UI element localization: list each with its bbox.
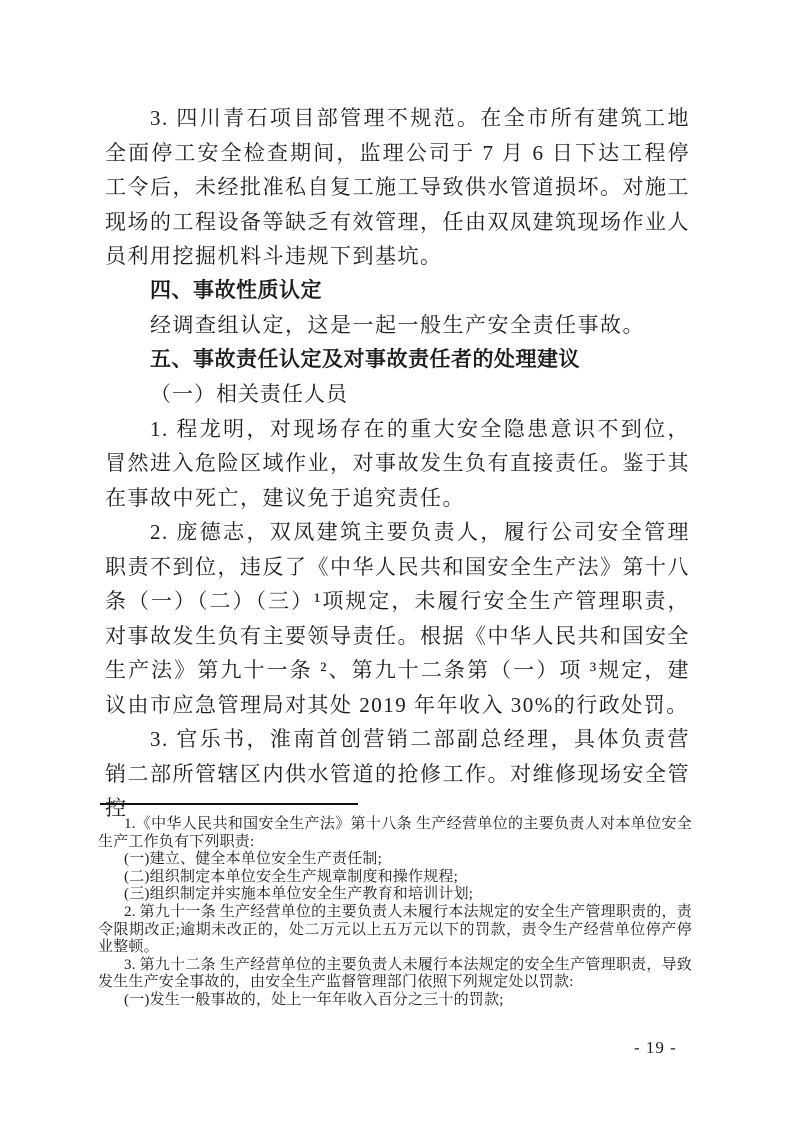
body-paragraph: （一）相关责任人员	[150, 382, 348, 406]
footnote-separator-rule	[100, 803, 358, 805]
body-paragraph: 经调查组认定，这是一起一般生产安全责任事故。	[150, 313, 645, 337]
footnote-line: 2. 第九十一条 生产经营单位的主要负责人未履行本法规定的安全生产管理职责的，责令限期改正;逾期未改正的，处二万元以上五万元以下的罚款，责令生产经营单位停产停业整顿。	[98, 903, 692, 956]
body-paragraph: 1. 程龙明，对现场存在的重大安全隐患意识不到位，冒然进入危险区域作业，对事故发生负有直接责任。鉴于其在事故中死亡，建议免于追究责任。	[105, 416, 690, 510]
footnote-line: (一)建立、健全本单位安全生产责任制;	[124, 851, 382, 868]
page-number: - 19 -	[634, 1038, 677, 1057]
footnote-line: 1.《中华人民共和国安全生产法》第十八条 生产经营单位的主要负责人对本单位安全生产工作负有下列职责:	[98, 816, 692, 850]
body-paragraph: 3. 官乐书，淮南首创营销二部副总经理，具体负责营销二部所管辖区内供水管道的抢修工作。对维修现场安全管控	[105, 727, 690, 820]
footnote-line: (二)组织制定本单位安全生产规章制度和操作规程;	[124, 868, 458, 885]
body-paragraph: 3. 四川青石项目部管理不规范。在全市所有建筑工地全面停工安全检查期间，监理公司于 7 月 6 日下达工程停工令后，未经批准私自复工施工导致供水管道损坏。对施工现场的工程设备等缺乏有效管理，任由双凤建筑现场作业人员利用挖掘机料斗违规下到基坑。	[105, 106, 690, 268]
footnotes-block	[98, 816, 692, 1010]
body-paragraph: 五、事故责任认定及对事故责任者的处理建议	[150, 347, 580, 371]
footnote-line: 3. 第九十二条 生产经营单位的主要负责人未履行本法规定的安全生产管理职责，导致发生生产安全事故的，由安全生产监督管理部门依照下列规定处以罚款:	[98, 956, 692, 991]
footnote-line: (三)组织制定并实施本单位安全生产教育和培训计划;	[124, 886, 474, 903]
body-paragraph: 2. 庞德志，双凤建筑主要负责人，履行公司安全管理职责不到位，违反了《中华人民共和国安全生产法》第十八条（一）（二）（三）¹项规定，未履行安全生产管理职责，对事故发生负有主要领导责任。根据《中华人民共和国安全生产法》第九十一条 ²、第九十二条第（一）项 ³规定，建议由市应急管理局对其处 2019 年年收入 30%的行政处罚。	[105, 520, 690, 717]
document-body	[105, 101, 690, 826]
footnote-line: (一)发生一般事故的，处上一年年收入百分之三十的罚款;	[124, 991, 504, 1008]
body-paragraph: 四、事故性质认定	[150, 278, 322, 302]
